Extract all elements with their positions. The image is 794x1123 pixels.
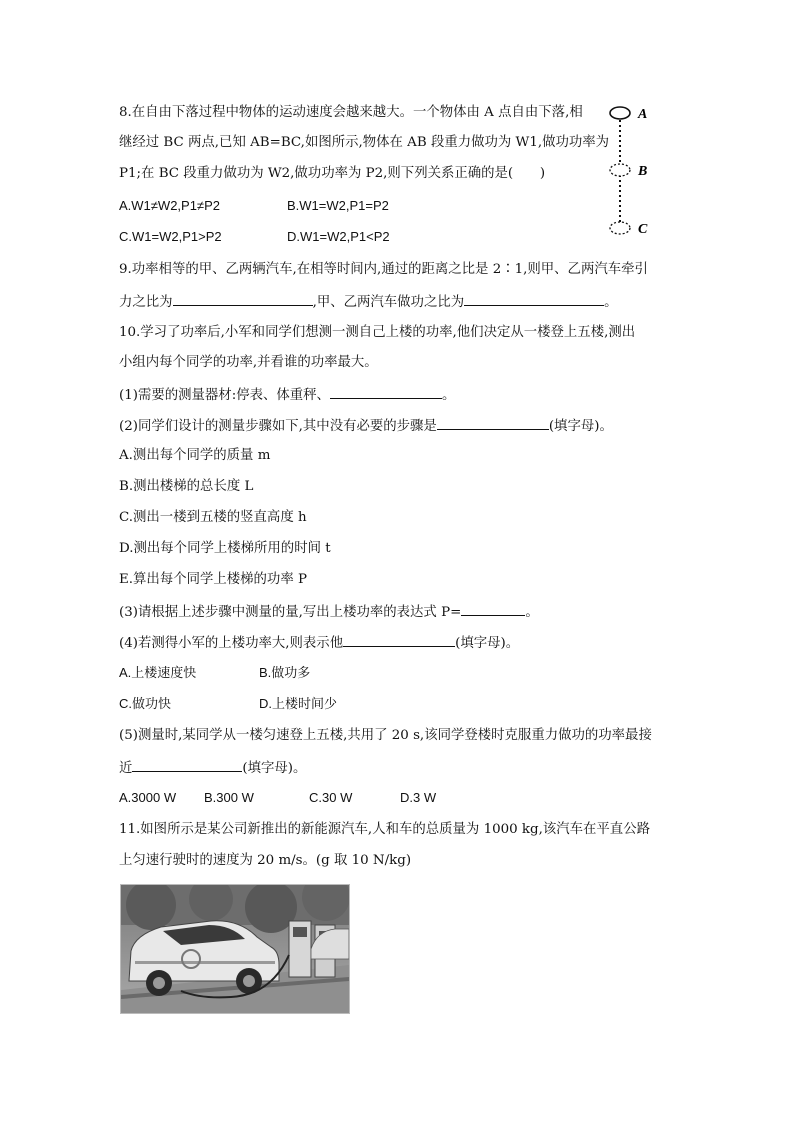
- q9-blank-work-ratio[interactable]: [464, 292, 604, 306]
- q10-part5-option-c: C.30 W: [309, 790, 353, 805]
- label-c: C: [638, 222, 648, 237]
- q10-part5-line2: [119, 758, 306, 778]
- q10-part4: [119, 633, 519, 653]
- q9-text-a: 力之比为: [119, 295, 173, 310]
- q10-line1: 10.学习了功率后,小军和同学们想测一测自己上楼的功率,他们决定从一楼登上五楼,测出: [119, 325, 636, 340]
- q8-option-b: B.W1=W2,P1=P2: [287, 198, 389, 213]
- q10-part3-end: 。: [525, 605, 539, 620]
- q10-blank-power-estimate[interactable]: [132, 758, 242, 772]
- position-c-circle: [610, 222, 630, 234]
- q8-line1: 8.在自由下落过程中物体的运动速度会越来越大。一个物体由 A 点自由下落,相: [119, 105, 583, 120]
- q9-line1: 9.功率相等的甲、乙两辆汽车,在相等时间内,通过的距离之比是 2∶1,则甲、乙两汽车牵引: [119, 262, 648, 277]
- q10-step-c: C.测出一楼到五楼的竖直高度 h: [119, 510, 307, 525]
- q8-option-c: C.W1=W2,P1>P2: [119, 229, 222, 244]
- q10-blank-meaning[interactable]: [343, 633, 455, 647]
- q10-part4-option-b: B.做功多: [259, 665, 311, 680]
- q8-line2: 继经过 BC 两点,已知 AB=BC,如图所示,物体在 AB 段重力做功为 W1,做功功率为: [119, 135, 610, 150]
- q10-step-a: A.测出每个同学的质量 m: [119, 448, 271, 463]
- q10-part4-text: (4)若测得小军的上楼功率大,则表示他: [119, 636, 344, 651]
- q9-line2: [119, 292, 618, 312]
- q10-step-d: D.测出每个同学上楼梯所用的时间 t: [119, 541, 331, 556]
- q10-part1-text: (1)需要的测量器材:停表、体重秤、: [119, 388, 330, 403]
- label-b: B: [638, 164, 648, 179]
- q10-part4-end: (填字母)。: [455, 636, 520, 651]
- q10-part5-option-d: D.3 W: [400, 790, 437, 805]
- q10-blank-instrument[interactable]: [330, 385, 442, 399]
- q10-blank-unnecessary-step[interactable]: [437, 416, 549, 430]
- q8-line3: P1;在 BC 段重力做功为 W2,做功功率为 P2,则下列关系正确的是( ): [119, 166, 546, 181]
- q10-part1-end: 。: [441, 388, 456, 403]
- q9-blank-force-ratio[interactable]: [173, 292, 313, 306]
- q10-blank-power-expression[interactable]: [461, 602, 525, 616]
- q10-part2: [119, 416, 613, 436]
- q11-line1: 11.如图所示是某公司新推出的新能源汽车,人和车的总质量为 1000 kg,该汽车在平直公路: [119, 822, 650, 837]
- q8-option-a: A.W1≠W2,P1≠P2: [119, 198, 220, 213]
- q10-part5-end: (填字母)。: [242, 761, 307, 776]
- q10-part5-option-a: A.3000 W: [119, 790, 177, 805]
- falling-object-diagram: [600, 100, 670, 240]
- q10-part4-option-d: D.上楼时间少: [259, 696, 338, 711]
- q10-part4-option-c: C.做功快: [119, 696, 172, 711]
- q10-part3: [119, 602, 539, 622]
- q10-part2-text: (2)同学们设计的测量步骤如下,其中没有必要的步骤是: [119, 419, 437, 434]
- q10-step-b: B.测出楼梯的总长度 L: [119, 479, 254, 494]
- position-a-circle: [610, 107, 630, 119]
- q10-part5-text: 近: [119, 761, 133, 776]
- q10-part5-option-b: B.300 W: [204, 790, 254, 805]
- q8-option-d: D.W1=W2,P1<P2: [287, 229, 390, 244]
- q10-part4-option-a: A.上楼速度快: [119, 665, 197, 680]
- position-b-circle: [610, 164, 630, 176]
- q11-line2: 上匀速行驶时的速度为 20 m/s。(g 取 10 N/kg): [119, 853, 412, 868]
- q10-part2-end: (填字母)。: [548, 419, 613, 434]
- q10-step-e: E.算出每个同学上楼梯的功率 P: [119, 572, 307, 587]
- q9-text-b: ,甲、乙两汽车做功之比为: [312, 295, 465, 310]
- q10-line2: 小组内每个同学的功率,并看谁的功率最大。: [119, 355, 378, 370]
- q10-part3-text: (3)请根据上述步骤中测量的量,写出上楼功率的表达式 P=: [119, 605, 462, 620]
- label-a: A: [638, 107, 648, 122]
- q9-text-c: 。: [604, 295, 618, 310]
- q10-part1: [119, 385, 455, 405]
- q10-part5-line1: (5)测量时,某同学从一楼匀速登上五楼,共用了 20 s,该同学登楼时克服重力做功的功率最接: [119, 728, 652, 743]
- electric-car-charging-photo: [120, 884, 350, 1014]
